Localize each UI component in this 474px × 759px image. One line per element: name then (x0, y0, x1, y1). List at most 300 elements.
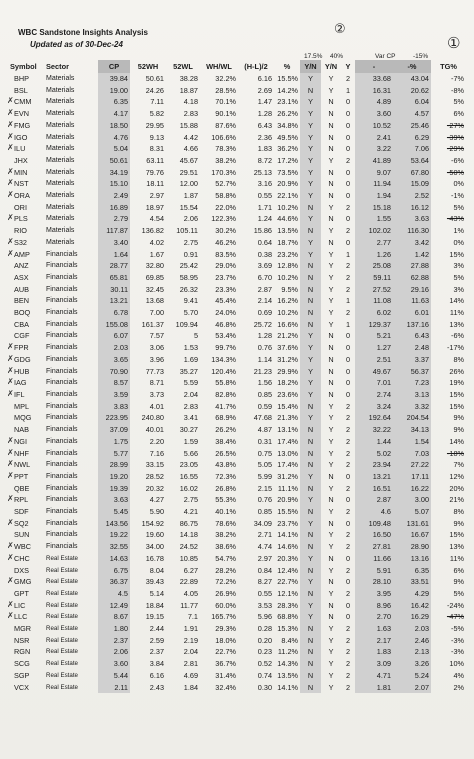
cell-52wl: 2.81 (183, 659, 198, 669)
cell-whwl: 28.5% (215, 85, 236, 95)
table-row (8, 307, 466, 319)
cell-dash-pct: 6.35 (393, 565, 431, 577)
cell-52wl: 86.75 (179, 518, 198, 528)
cell-yn2: Y (328, 530, 334, 540)
cell-y: 2 (345, 588, 351, 598)
cell-tg: 15% (449, 401, 464, 411)
cell-hl2: 0.20 (257, 635, 272, 645)
table-row (8, 471, 466, 483)
cell-sector: Financials (46, 297, 78, 305)
cell-cp: 5.45 (98, 506, 130, 518)
table-row (8, 319, 466, 331)
cell-whwl: 40.1% (215, 507, 236, 517)
cell-pct: 12.4% (277, 565, 298, 575)
cell-yn1: N (300, 401, 321, 413)
cell-sector: Real Estate (46, 648, 78, 656)
cell-cp: 6.78 (98, 307, 130, 319)
cell-yn1: Y (300, 155, 321, 167)
cell-yn1: N (300, 225, 321, 237)
cell-yn2: N (328, 331, 334, 341)
cell-dash-pct: 62.88 (393, 272, 431, 284)
cell-whwl: 23.3% (215, 284, 236, 294)
col-dash: - (355, 60, 393, 73)
cell-dash: 4.6 (355, 506, 393, 518)
cell-cp: 28.77 (98, 260, 130, 272)
cell-hl2: 0.55 (257, 191, 272, 201)
cell-52wl: 4.66 (183, 144, 198, 154)
cell-y: 0 (345, 600, 351, 610)
cell-whwl: 53.4% (215, 331, 236, 341)
cell-tg: 20% (449, 483, 464, 493)
cell-symbol: ✗ NHF (8, 448, 44, 460)
cell-cp: 4.17 (98, 108, 130, 120)
cell-dash: 1.55 (355, 213, 393, 225)
cell-yn1: Y (300, 412, 321, 424)
cell-52wl: 1.87 (183, 191, 198, 201)
cell-tg: 4% (453, 670, 464, 680)
cell-tg: -43% (446, 214, 464, 224)
cell-sector: Real Estate (46, 589, 78, 597)
cell-52wh: 3.96 (149, 354, 164, 364)
cell-cp: 2.79 (98, 213, 130, 225)
cell-hl2: 0.76 (257, 343, 272, 353)
cell-whwl: 26.9% (215, 588, 236, 598)
cell-cp: 32.55 (98, 541, 130, 553)
cell-yn2: N (328, 389, 334, 399)
cell-cp: 4.5 (98, 588, 130, 600)
pct-40-label: 40% (330, 53, 344, 60)
cell-dash-pct: 2.13 (393, 646, 431, 658)
cell-dash: 2.74 (355, 389, 393, 401)
cell-yn1: Y (300, 143, 321, 155)
cell-hl2: 2.69 (257, 85, 272, 95)
cell-whwl: 38.2% (215, 530, 236, 540)
cell-sector: Financials (46, 508, 78, 516)
cell-cp: 1.80 (98, 623, 130, 635)
cell-hl2: 0.76 (257, 495, 272, 505)
cell-symbol: ✗ NST (8, 178, 44, 190)
cell-y: 0 (345, 109, 351, 119)
cell-dash: 16.51 (355, 483, 393, 495)
table-row (8, 202, 466, 214)
cell-yn1: Y (300, 213, 321, 225)
cell-whwl: 78.6% (215, 518, 236, 528)
cell-dash-pct: 7.06 (393, 143, 431, 155)
cell-pct: 13.5% (277, 670, 298, 680)
cell-52wl: 1.84 (183, 682, 198, 692)
cell-dash-pct: 27.22 (393, 459, 431, 471)
cell-yn1: Y (300, 330, 321, 342)
cell-y: 2 (345, 155, 351, 165)
cell-tg: 9% (453, 518, 464, 528)
cell-hl2: 5.99 (257, 471, 272, 481)
cell-52wl: 0.91 (183, 249, 198, 259)
cell-yn2: Y (328, 401, 334, 411)
table-row (8, 565, 466, 577)
cell-52wh: 79.76 (145, 167, 164, 177)
cell-tg: 14% (449, 436, 464, 446)
cell-tg: -17% (446, 343, 464, 353)
table-row (8, 366, 466, 378)
cell-pct: 15.4% (277, 401, 298, 411)
cell-hl2: 1.47 (257, 97, 272, 107)
cell-yn1: Y (300, 553, 321, 565)
cell-sector: Materials (46, 227, 75, 235)
cell-yn2: Y (328, 74, 334, 83)
cell-dash: 4.89 (355, 96, 393, 108)
cell-y: 0 (345, 577, 351, 587)
cell-symbol: ✗ PLS (8, 213, 44, 225)
cell-yn1: N (300, 623, 321, 635)
cell-yn2: Y (328, 272, 334, 282)
cell-yn2: Y (328, 284, 334, 294)
cell-hl2: 0.85 (257, 507, 272, 517)
cell-symbol: ✗ FMG (8, 120, 44, 132)
cell-52wl: 2.04 (183, 647, 198, 657)
table-row (8, 506, 466, 518)
cell-tg: 8% (453, 354, 464, 364)
cell-pct: 14.6% (277, 542, 298, 552)
col-dash-pct: -% (393, 60, 431, 73)
cell-52wh: 34.00 (145, 542, 164, 552)
cell-dash: 16.50 (355, 529, 393, 541)
cell-symbol: SUN (14, 530, 30, 540)
cell-dash: 4.71 (355, 670, 393, 682)
cell-cp: 6.75 (98, 565, 130, 577)
cell-hl2: 0.31 (257, 436, 272, 446)
cell-dash-pct: 5.24 (393, 670, 431, 682)
cell-pct: 18.7% (277, 237, 298, 247)
cell-52wl: 4.18 (183, 97, 198, 107)
cell-pct: 8.4% (281, 635, 298, 645)
cell-hl2: 3.16 (257, 179, 272, 189)
cell-sector: Real Estate (46, 566, 78, 574)
cell-cp: 70.90 (98, 366, 130, 378)
cell-dash-pct: 16.12 (393, 202, 431, 214)
table-row (8, 448, 466, 460)
cell-sector: Financials (46, 309, 78, 317)
cell-dash-pct: 33.51 (393, 576, 431, 588)
cell-symbol: AUB (14, 284, 30, 294)
cell-tg: 5% (453, 272, 464, 282)
cell-symbol: VCX (14, 682, 30, 692)
cell-tg: -1% (451, 191, 464, 201)
cell-cp: 8.57 (98, 377, 130, 389)
cell-cp: 28.99 (98, 459, 130, 471)
cell-whwl: 26.2% (215, 425, 236, 435)
cell-sector: Real Estate (46, 636, 78, 644)
cell-dash-pct: 6.04 (393, 96, 431, 108)
col-hl2: (H-L)/2 (244, 62, 268, 71)
cell-whwl: 28.2% (215, 565, 236, 575)
table-row (8, 96, 466, 108)
cell-52wl: 10.85 (179, 553, 198, 563)
cell-y: 2 (345, 624, 351, 634)
cell-dash-pct: 2.46 (393, 635, 431, 647)
cell-symbol: GPT (14, 588, 29, 598)
cell-tg: -24% (446, 600, 464, 610)
cell-cp: 4.76 (98, 132, 130, 144)
cell-yn1: N (300, 319, 321, 331)
cell-tg: -27% (446, 120, 464, 130)
cell-tg: 2% (453, 682, 464, 692)
table-row (8, 658, 466, 670)
cell-symbol: BHP (14, 74, 30, 83)
cell-whwl: 54.7% (215, 553, 236, 563)
cell-yn2: Y (328, 635, 334, 645)
cell-yn2: N (328, 167, 334, 177)
cell-yn2: Y (328, 659, 334, 669)
cell-yn2: N (328, 120, 334, 130)
cell-yn1: Y (300, 132, 321, 144)
cell-dash: 25.08 (355, 260, 393, 272)
cell-hl2: 1.28 (257, 109, 272, 119)
cell-tg: 14% (449, 296, 464, 306)
cell-y: 2 (345, 565, 351, 575)
cell-tg: -50% (446, 167, 464, 177)
cell-hl2: 5.96 (257, 612, 272, 622)
cell-yn2: Y (328, 226, 334, 236)
cell-cp: 5.04 (98, 143, 130, 155)
cell-dash-pct: 16.42 (393, 600, 431, 612)
cell-tg: -39% (446, 132, 464, 142)
cell-yn1: N (300, 448, 321, 460)
cell-pct: 13.5% (277, 226, 298, 236)
cell-dash: 1.27 (355, 342, 393, 354)
table-row (8, 167, 466, 179)
cell-yn1: N (300, 424, 321, 436)
cell-pct: 29.9% (277, 366, 298, 376)
cell-hl2: 0.23 (257, 647, 272, 657)
cell-cp: 19.20 (98, 471, 130, 483)
cell-52wh: 3.84 (149, 659, 164, 669)
cell-y: 2 (345, 647, 351, 657)
cell-52wl: 1.53 (183, 343, 198, 353)
cell-dash: 1.81 (355, 682, 393, 694)
cell-whwl: 41.7% (215, 401, 236, 411)
cell-pct: 16.6% (277, 319, 298, 329)
table-row (8, 237, 466, 249)
cell-tg: 13% (449, 542, 464, 552)
cell-y: 0 (345, 354, 351, 364)
col-whwl: WH/WL (206, 62, 232, 71)
cell-pct: 22.7% (277, 577, 298, 587)
cell-sector: Financials (46, 367, 78, 375)
cell-52wl: 1.59 (183, 436, 198, 446)
cell-dash-pct: 6.29 (393, 132, 431, 144)
var-cp-label: Var CP (375, 53, 396, 60)
cell-yn2: Y (328, 542, 334, 552)
cell-52wl: 23.05 (179, 460, 198, 470)
cell-52wl: 4.69 (183, 670, 198, 680)
cell-52wh: 136.82 (141, 226, 164, 236)
cell-sector: Materials (46, 215, 75, 223)
table-row (8, 682, 466, 694)
cell-y: 0 (345, 179, 351, 189)
cell-pct: 23.7% (277, 518, 298, 528)
cell-52wh: 32.45 (145, 284, 164, 294)
cell-symbol: ✗ NGI (8, 436, 44, 448)
cell-52wh: 13.68 (145, 296, 164, 306)
cell-cp: 5.44 (98, 670, 130, 682)
cell-whwl: 72.2% (215, 577, 236, 587)
cell-dash: 15.18 (355, 202, 393, 214)
cell-y: 2 (345, 284, 351, 294)
cell-sector: Materials (46, 238, 75, 246)
cell-sector: Materials (46, 133, 75, 141)
cell-y: 2 (345, 448, 351, 458)
cell-52wl: 7.1 (187, 612, 198, 622)
cell-cp: 6.35 (98, 96, 130, 108)
cell-yn2: N (328, 553, 334, 563)
cell-tg: 3% (453, 284, 464, 294)
cell-52wh: 2.37 (149, 647, 164, 657)
cell-yn1: N (300, 682, 321, 694)
cell-hl2: 2.14 (257, 296, 272, 306)
cell-y: 0 (345, 378, 351, 388)
cell-sector: Materials (46, 110, 75, 118)
col-symbol: Symbol (10, 62, 37, 71)
table-row (8, 600, 466, 612)
cell-y: 0 (345, 167, 351, 177)
cell-sector: Financials (46, 449, 78, 457)
cell-tg: 13% (449, 319, 464, 329)
table-row (8, 143, 466, 155)
cell-y: 0 (345, 366, 351, 376)
cell-pct: 23.1% (277, 97, 298, 107)
cell-yn2: N (328, 144, 334, 154)
cell-52wl: 4.05 (183, 588, 198, 598)
cell-yn1: N (300, 85, 321, 97)
cell-tg: 5% (453, 97, 464, 107)
cell-yn2: N (328, 214, 334, 224)
cell-y: 0 (345, 191, 351, 201)
cell-cp: 16.89 (98, 202, 130, 214)
cell-sector: Materials (46, 203, 75, 211)
cell-dash-pct: 13.16 (393, 553, 431, 565)
cell-whwl: 30.2% (215, 226, 236, 236)
cell-dash-pct: 53.64 (393, 155, 431, 167)
cell-symbol: ✗ CHC (8, 553, 44, 565)
cell-dash: 3.09 (355, 658, 393, 670)
cell-cp: 223.95 (98, 412, 130, 424)
cell-whwl: 22.7% (215, 647, 236, 657)
table-row (8, 213, 466, 225)
cell-whwl: 38.6% (215, 542, 236, 552)
cell-symbol: MGR (14, 624, 32, 634)
cell-52wl: 3.41 (183, 413, 198, 423)
cell-whwl: 106.6% (211, 132, 236, 142)
cell-symbol: ✗ LLC (8, 611, 44, 623)
cell-sector: Financials (46, 379, 78, 387)
cell-yn2: Y (328, 155, 334, 165)
cell-dash: 3.22 (355, 143, 393, 155)
cell-sector: Real Estate (46, 625, 78, 633)
cell-tg: 9% (453, 413, 464, 423)
cell-dash: 41.89 (355, 155, 393, 167)
cell-yn1: N (300, 483, 321, 495)
table-row (8, 401, 466, 413)
cell-52wh: 24.26 (145, 85, 164, 95)
cell-52wh: 7.11 (150, 97, 164, 107)
cell-hl2: 0.64 (257, 237, 272, 247)
cell-dash-pct: 11.63 (393, 295, 431, 307)
cell-pct: 15.5% (277, 74, 298, 83)
cell-yn2: Y (328, 507, 334, 517)
cell-dash-pct: 2.03 (393, 623, 431, 635)
cell-dash-pct: 17.11 (393, 471, 431, 483)
cell-dash: 2.41 (355, 132, 393, 144)
cell-yn1: Y (300, 237, 321, 249)
cell-cp: 3.40 (98, 237, 130, 249)
cell-y: 2 (345, 530, 351, 540)
cell-dash: 7.01 (355, 377, 393, 389)
cell-y: 0 (345, 343, 351, 353)
cell-whwl: 78.3% (215, 144, 236, 154)
cell-yn1: N (300, 202, 321, 214)
cell-y: 1 (345, 249, 351, 259)
cell-dash: 13.21 (355, 471, 393, 483)
cell-pct: 14.1% (277, 530, 298, 540)
table-row (8, 623, 466, 635)
cell-pct: 11.1% (277, 483, 298, 493)
cell-sector: Financials (46, 543, 78, 551)
cell-whwl: 26.8% (215, 483, 236, 493)
cell-y: 1 (345, 296, 351, 306)
table-row (8, 132, 466, 144)
cell-52wl: 2.83 (183, 401, 198, 411)
cell-sector: Financials (46, 355, 78, 363)
cell-y: 2 (345, 202, 351, 212)
table-row (8, 342, 466, 354)
cell-whwl: 165.7% (211, 612, 236, 622)
cell-hl2: 0.55 (257, 588, 272, 598)
cell-symbol: QBE (14, 483, 30, 493)
cell-52wh: 32.80 (145, 261, 164, 271)
cell-dash: 9.07 (355, 167, 393, 179)
cell-52wh: 18.84 (145, 600, 164, 610)
cell-cp: 12.49 (98, 600, 130, 612)
cell-sector: Financials (46, 402, 78, 410)
cell-whwl: 99.7% (215, 343, 236, 353)
cell-dash: 102.02 (355, 225, 393, 237)
cell-52wh: 19.15 (145, 612, 164, 622)
cell-pct: 13.0% (277, 448, 298, 458)
cell-hl2: 1.24 (257, 214, 272, 224)
cell-y: 2 (345, 542, 351, 552)
cell-symbol: SDF (14, 507, 29, 517)
cell-dash: 1.94 (355, 190, 393, 202)
cell-dash-pct: 15.09 (393, 178, 431, 190)
cell-y: 2 (345, 413, 351, 423)
cell-52wh: 161.37 (141, 319, 164, 329)
cell-hl2: 0.85 (257, 389, 272, 399)
cell-yn2: N (328, 97, 334, 107)
cell-dash-pct: 4.57 (393, 108, 431, 120)
cell-pct: 20.9% (277, 495, 298, 505)
cell-cp: 2.37 (98, 635, 130, 647)
cell-52wl: 29.51 (179, 167, 198, 177)
cell-tg: 3% (453, 261, 464, 271)
cell-dash: 11.08 (355, 295, 393, 307)
cell-whwl: 18.0% (215, 635, 236, 645)
cell-52wl: 5 (193, 331, 198, 341)
cell-cp: 3.63 (98, 494, 130, 506)
cell-pct: 36.2% (277, 144, 298, 154)
cell-yn1: N (300, 506, 321, 518)
cell-dash-pct: 2.07 (393, 682, 431, 694)
cell-52wh: 16.78 (145, 553, 164, 563)
